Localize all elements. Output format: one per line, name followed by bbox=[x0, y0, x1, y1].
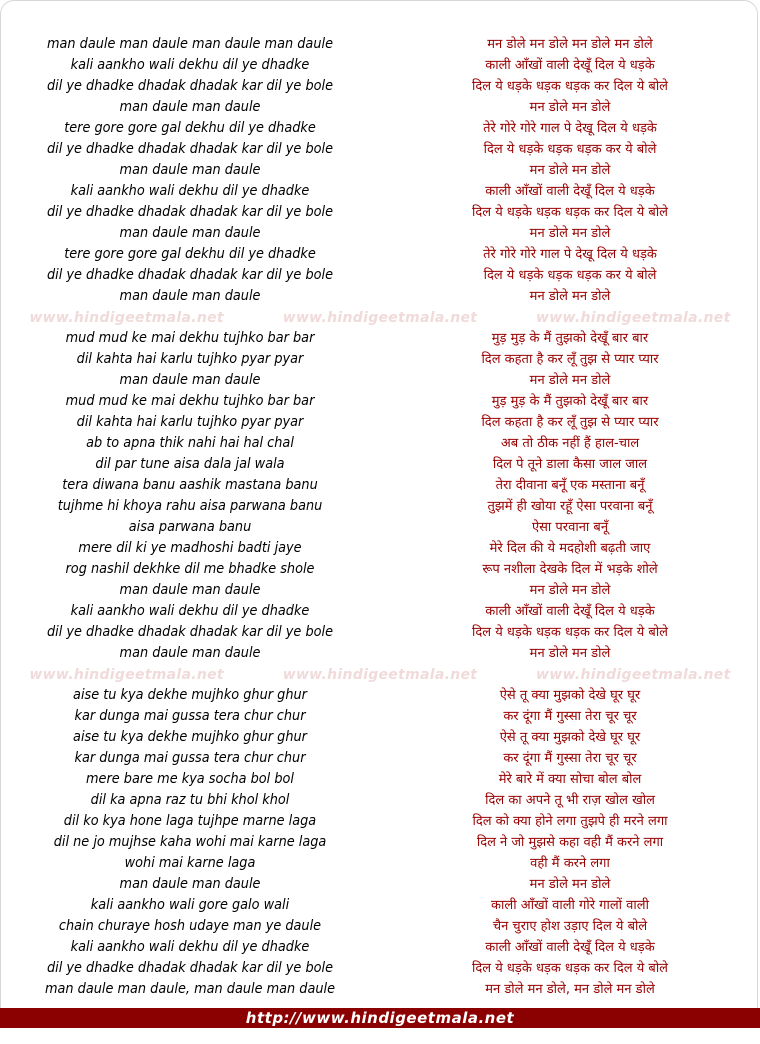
watermark-text: www.hindigeetmala.net bbox=[29, 309, 224, 326]
roman-lyric-line: aisa parwana banu bbox=[128, 519, 252, 535]
roman-lyric-line: mud mud ke mai dekhu tujhko bar bar bbox=[65, 330, 315, 346]
roman-lyric-line: tera diwana banu aashik mastana banu bbox=[62, 477, 318, 493]
roman-lyric-line: man daule man daule bbox=[119, 876, 261, 892]
hindi-lyric-line: कर दूंगा मैं गुस्सा तेरा चूर चूर bbox=[503, 709, 637, 724]
roman-lyric-line: man daule man daule, man daule man daule bbox=[44, 981, 336, 997]
hindi-lyric-line: मन डोले मन डोले bbox=[529, 289, 611, 304]
roman-lyric-line: man daule man daule bbox=[119, 582, 261, 598]
stanza-gap bbox=[380, 664, 760, 685]
hindi-lyric-line: मन डोले मन डोले मन डोले मन डोले bbox=[487, 37, 653, 52]
roman-lyric-line: ab to apna thik nahi hai hal chal bbox=[86, 435, 294, 451]
hindi-lyric-line: दिल ये धड़के धड़क धड़क कर दिल ये बोले bbox=[471, 961, 668, 976]
roman-lyric-line: dil par tune aisa dala jal wala bbox=[95, 456, 285, 472]
stanza-gap bbox=[0, 664, 380, 685]
roman-lyric-line: tere gore gore gal dekhu dil ye dhadke bbox=[64, 246, 316, 262]
hindi-lyric-line: मन डोले मन डोले bbox=[529, 373, 611, 388]
hindi-lyric-line: तेरे गोरे गोरे गाल पे देखू दिल ये धड़के bbox=[483, 121, 657, 136]
hindi-lyric-line: ऐसे तू क्या मुझको देखे घूर घूर bbox=[499, 730, 641, 745]
roman-lyric-line: mud mud ke mai dekhu tujhko bar bar bbox=[65, 393, 315, 409]
hindi-lyric-line: अब तो ठीक नहीं हैं हाल-चाल bbox=[500, 436, 640, 451]
roman-lyric-line: man daule man daule bbox=[119, 162, 261, 178]
roman-lyric-line: mere bare me kya socha bol bol bbox=[85, 771, 294, 787]
hindi-lyric-line: दिल ने जो मुझसे कहा वही मैं करने लगा bbox=[476, 835, 664, 850]
roman-lyric-line: dil ye dhadke dhadak dhadak kar dil ye bole bbox=[46, 141, 334, 157]
roman-lyric-line: kali aankho wali dekhu dil ye dhadke bbox=[70, 603, 310, 619]
hindi-lyric-line: मन डोले मन डोले bbox=[529, 877, 611, 892]
hindi-lyric-line: काली आँखों वाली देखूँ दिल ये धड़के bbox=[485, 940, 655, 955]
hindi-lyric-line: दिल का अपने तू भी राज़ खोल खोल bbox=[485, 793, 655, 808]
hindi-lyric-line: मुड़ मुड़ के मैं तुझको देखूँ बार बार bbox=[491, 331, 649, 346]
watermark-text: www.hindigeetmala.net bbox=[282, 666, 478, 683]
roman-lyric-line: man daule man daule man daule man daule bbox=[46, 36, 334, 52]
hindi-lyric-line: तुझमें ही खोया रहूँ ऐसा परवाना बनूँ bbox=[487, 499, 653, 514]
roman-lyric-line: dil ka apna raz tu bhi khol khol bbox=[90, 792, 290, 808]
roman-lyric-line: chain churaye hosh udaye man ye daule bbox=[58, 918, 322, 934]
hindi-lyric-line: दिल कहता है कर लूँ तुझ से प्यार प्यार bbox=[481, 415, 659, 430]
watermark-text: www.hindigeetmala.net bbox=[536, 309, 731, 326]
roman-lyric-line: aise tu kya dekhe mujhko ghur ghur bbox=[73, 687, 307, 703]
roman-lyric-line: dil ye dhadke dhadak dhadak kar dil ye bole bbox=[46, 204, 334, 220]
hindi-lyric-line: काली आँखों वाली गोरे गालों वाली bbox=[491, 898, 649, 913]
hindi-lyric-line: मन डोले मन डोले bbox=[529, 646, 611, 661]
hindi-lyric-line: मुड़ मुड़ के मैं तुझको देखूँ बार बार bbox=[491, 394, 649, 409]
roman-lyric-line: dil kahta hai karlu tujhko pyar pyar bbox=[76, 414, 304, 430]
hindi-lyric-line: काली आँखों वाली देखूँ दिल ये धड़के bbox=[485, 58, 655, 73]
hindi-lyric-line: तेरा दीवाना बनूँ एक मस्ताना बनूँ bbox=[495, 478, 645, 493]
roman-lyric-line: man daule man daule bbox=[119, 288, 261, 304]
roman-lyric-line: man daule man daule bbox=[119, 645, 261, 661]
footer-site-link[interactable]: http://www.hindigeetmala.net bbox=[245, 1009, 515, 1027]
roman-lyric-line: aise tu kya dekhe mujhko ghur ghur bbox=[73, 729, 307, 745]
hindi-lyric-line: दिल ये धड़के धड़क धड़क कर ये बोले bbox=[483, 268, 657, 283]
hindi-lyric-line: दिल ये धड़के धड़क धड़क कर दिल ये बोले bbox=[471, 205, 668, 220]
hindi-lyric-line: मेरे दिल की ये मदहोशी बढ़ती जाए bbox=[489, 541, 651, 556]
roman-lyric-line: dil ye dhadke dhadak dhadak kar dil ye bole bbox=[46, 78, 334, 94]
stanza-gap bbox=[0, 307, 380, 328]
roman-lyric-line: kali aankho wali dekhu dil ye dhadke bbox=[70, 183, 310, 199]
roman-lyric-line: tere gore gore gal dekhu dil ye dhadke bbox=[64, 120, 316, 136]
roman-lyrics-column bbox=[0, 34, 380, 1000]
stanza-gap bbox=[380, 307, 760, 328]
hindi-lyric-line: दिल पे तूने डाला कैसा जाल जाल bbox=[492, 457, 648, 472]
hindi-lyric-line: चैन चुराए होश उड़ाए दिल ये बोले bbox=[492, 919, 648, 934]
hindi-lyric-line: मन डोले मन डोले bbox=[529, 226, 611, 241]
roman-lyric-line: rog nashil dekhke dil me bhadke shole bbox=[65, 561, 315, 577]
hindi-lyric-line: दिल ये धड़के धड़क धड़क कर दिल ये बोले bbox=[471, 79, 668, 94]
watermark-text: www.hindigeetmala.net bbox=[282, 309, 478, 326]
roman-lyric-line: dil kahta hai karlu tujhko pyar pyar bbox=[76, 351, 304, 367]
roman-lyric-line: kali aankho wali dekhu dil ye dhadke bbox=[70, 939, 310, 955]
hindi-lyric-line: तेरे गोरे गोरे गाल पे देखू दिल ये धड़के bbox=[483, 247, 657, 262]
roman-lyric-line: tujhme hi khoya rahu aisa parwana banu bbox=[57, 498, 323, 514]
hindi-lyric-line: दिल कहता है कर लूँ तुझ से प्यार प्यार bbox=[481, 352, 659, 367]
roman-lyric-line: dil ko kya hone laga tujhpe marne laga bbox=[63, 813, 317, 829]
hindi-lyric-line: मन डोले मन डोले, मन डोले मन डोले bbox=[485, 982, 655, 997]
roman-lyric-line: man daule man daule bbox=[119, 99, 261, 115]
hindi-lyric-line: काली आँखों वाली देखूँ दिल ये धड़के bbox=[485, 184, 655, 199]
hindi-lyric-line: दिल ये धड़के धड़क धड़क कर दिल ये बोले bbox=[471, 625, 668, 640]
hindi-lyric-line: दिल को क्या होने लगा तुझपे ही मरने लगा bbox=[472, 814, 668, 829]
hindi-lyric-line: मन डोले मन डोले bbox=[529, 583, 611, 598]
roman-lyric-line: kar dunga mai gussa tera chur chur bbox=[74, 708, 306, 724]
hindi-lyrics-column bbox=[380, 34, 760, 1000]
roman-lyric-line: dil ne jo mujhse kaha wohi mai karne laga bbox=[53, 834, 327, 850]
roman-lyric-line: wohi mai karne laga bbox=[124, 855, 256, 871]
roman-lyric-line: dil ye dhadke dhadak dhadak kar dil ye bole bbox=[46, 267, 334, 283]
roman-lyric-line: kali aankho wali dekhu dil ye dhadke bbox=[70, 57, 310, 73]
hindi-lyric-line: ऐसे तू क्या मुझको देखे घूर घूर bbox=[499, 688, 641, 703]
hindi-lyric-line: मन डोले मन डोले bbox=[529, 163, 611, 178]
roman-lyric-line: kar dunga mai gussa tera chur chur bbox=[74, 750, 306, 766]
hindi-lyric-line: मन डोले मन डोले bbox=[529, 100, 611, 115]
hindi-lyric-line: काली आँखों वाली देखूँ दिल ये धड़के bbox=[485, 604, 655, 619]
roman-lyric-line: man daule man daule bbox=[119, 225, 261, 241]
hindi-lyric-line: वही मैं करने लगा bbox=[530, 856, 610, 871]
watermark-text: www.hindigeetmala.net bbox=[536, 666, 731, 683]
hindi-lyric-line: ऐसा परवाना बनूँ bbox=[531, 520, 609, 535]
hindi-lyric-line: मेरे बारे में क्या सोचा बोल बोल bbox=[498, 772, 642, 787]
roman-lyric-line: dil ye dhadke dhadak dhadak kar dil ye bole bbox=[46, 960, 334, 976]
roman-lyric-line: dil ye dhadke dhadak dhadak kar dil ye bole bbox=[46, 624, 334, 640]
hindi-lyric-line: कर दूंगा मैं गुस्सा तेरा चूर चूर bbox=[503, 751, 637, 766]
watermark-text: www.hindigeetmala.net bbox=[29, 666, 224, 683]
hindi-lyric-line: रूप नशीला देखके दिल में भड़के शोले bbox=[482, 562, 658, 577]
hindi-lyric-line: दिल ये धड़के धड़क धड़क कर ये बोले bbox=[483, 142, 657, 157]
roman-lyric-line: kali aankho wali gore galo wali bbox=[90, 897, 290, 913]
roman-lyric-line: man daule man daule bbox=[119, 372, 261, 388]
roman-lyric-line: mere dil ki ye madhoshi badti jaye bbox=[78, 540, 302, 556]
